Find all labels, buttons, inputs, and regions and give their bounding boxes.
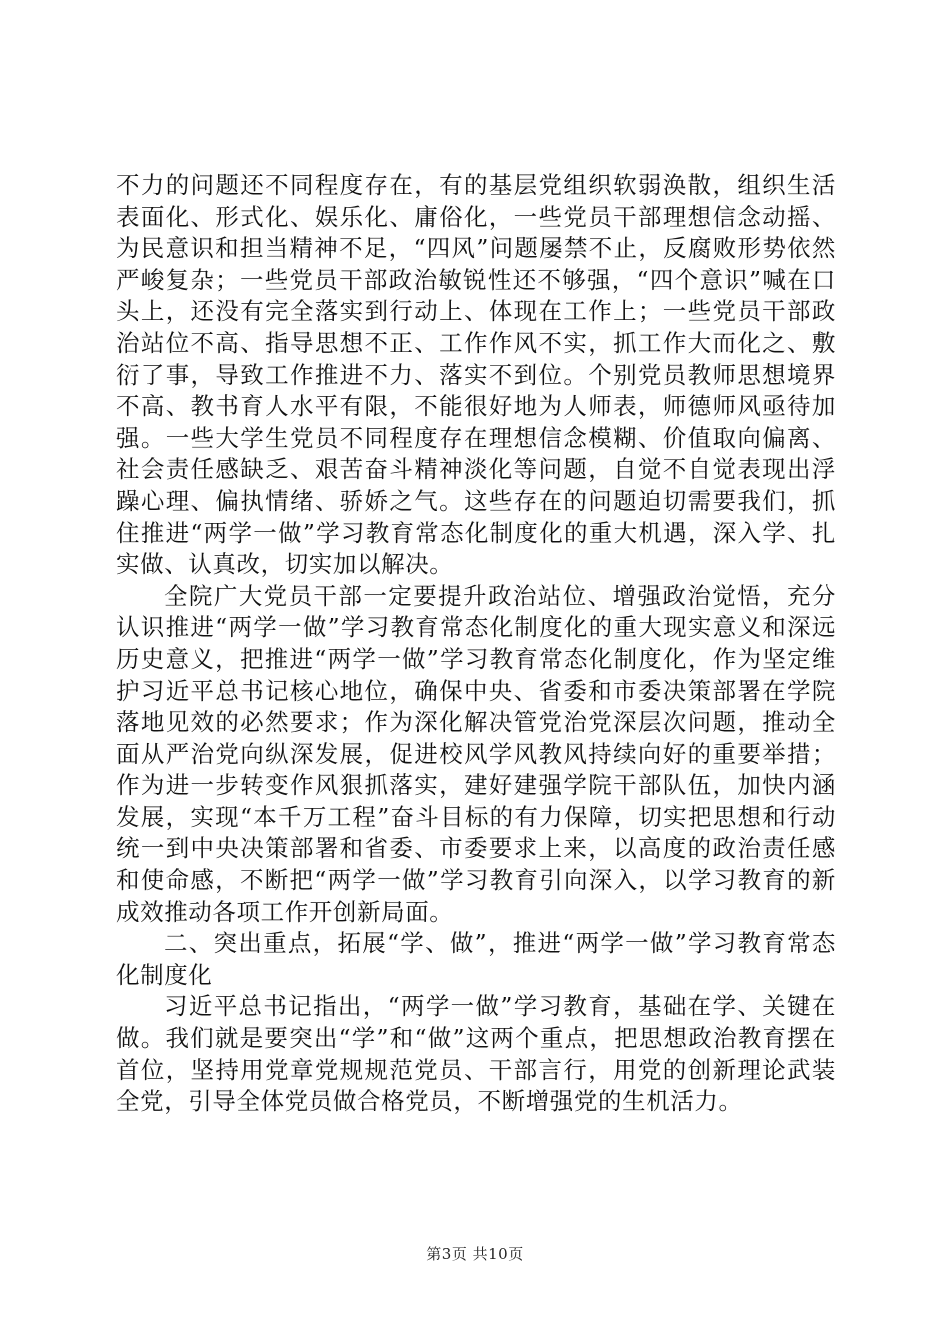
page-number: 第3页 共10页	[426, 1245, 524, 1263]
paragraph-2: 全院广大党员干部一定要提升政治站位、增强政治觉悟，充分认识推进“两学一做”学习教育常态化制度化的重大现实意义和深远历史意义，把推进“两学一做”学习教育常态化制度化，作为坚定维护习近平总书记核心地位，确保中央、省委和市委决策部署在学院落地见效的必然要求；作为深化解决管党治党深层次问题，推动全面从严治党向纵深发展，促进校风学风教风持续向好的重要举措；作为进一步转变作风狠抓落实，建好建强学院干部队伍，加快内涵发展，实现“本千万工程”奋斗目标的有力保障，切实把思想和行动统一到中央决策部署和省委、市委要求上来，以高度的政治责任感和使命感，不断把“两学一做”学习教育引向深入，以学习教育的新成效推动各项工作开创新局面。	[116, 581, 836, 926]
paragraph-1: 不力的问题还不同程度存在，有的基层党组织软弱涣散，组织生活表面化、形式化、娱乐化、庸俗化，一些党员干部理想信念动摇、为民意识和担当精神不足，“四风”问题屡禁不止，反腐败形势依然严峻复杂；一些党员干部政治敏锐性还不够强，“四个意识”喊在口头上，还没有完全落实到行动上、体现在工作上；一些党员干部政治站位不高、指导思想不正、工作作风不实，抓工作大而化之、敷衍了事，导致工作推进不力、落实不到位。个别党员教师思想境界不高、教书育人水平有限，不能很好地为人师表，师德师风亟待加强。一些大学生党员不同程度存在理想信念模糊、价值取向偏离、社会责任感缺乏、艰苦奋斗精神淡化等问题，自觉不自觉表现出浮躁心理、偏执情绪、骄娇之气。这些存在的问题迫切需要我们，抓住推进“两学一做”学习教育常态化制度化的重大机遇，深入学、扎实做、认真改，切实加以解决。	[116, 171, 836, 579]
paragraph-3: 习近平总书记指出，“两学一做”学习教育，基础在学、关键在做。我们就是要突出“学”和“做”这两个重点，把思想政治教育摆在首位，坚持用党章党规规范党员、干部言行，用党的创新理论武装全党，引导全体党员做合格党员，不断增强党的生机活力。	[116, 992, 836, 1116]
document-body	[116, 170, 836, 1118]
section-heading-2: 二、突出重点，拓展“学、做”，推进“两学一做”学习教育常态化制度化	[116, 929, 836, 989]
